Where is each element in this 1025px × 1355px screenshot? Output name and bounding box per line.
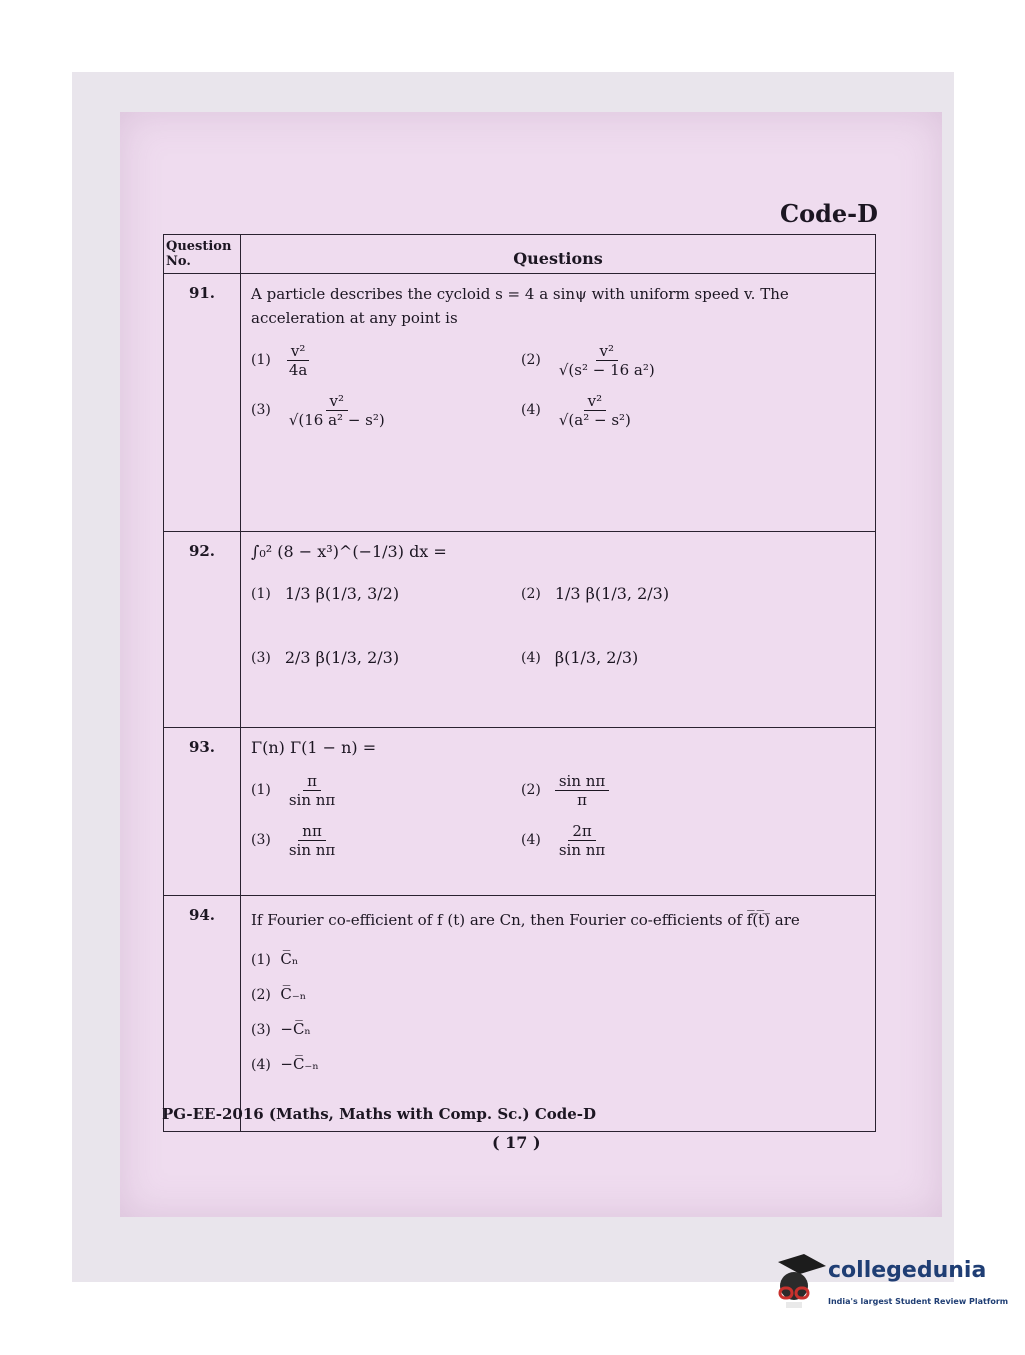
option-number: (4) [521,650,541,666]
numerator: v² [326,392,349,411]
option-number: (4) [251,1057,271,1073]
option-fraction [555,392,635,429]
options [251,942,865,1082]
col-questions: Questions [241,235,876,274]
question-row-93 [164,728,876,896]
option-3 [251,636,521,680]
watermark-brand: collegedunia [828,1258,987,1283]
question-number: 91. [164,274,241,532]
question-text: If Fourier co-efficient of f (t) are Cn, then Fourier co-efficients of f̅(̅t̅)̅ are [251,911,800,929]
option-expression: 2/3 β(1/3, 2/3) [284,648,400,667]
denominator: √(16 a² − s²) [288,410,385,429]
option-fraction [555,772,609,809]
option-4 [521,388,851,432]
option-expression: β(1/3, 2/3) [554,648,639,667]
option-4 [521,636,851,680]
page-footer: PG-EE-2016 (Maths, Maths with Comp. Sc.) Code-D [162,1105,597,1123]
option-4 [521,818,851,862]
question-text: ∫₀² (8 − x³)^(−1/3) dx = [251,542,447,561]
option-fraction [285,772,339,809]
option-2 [521,338,851,382]
option-number: (1) [251,352,271,368]
question-body [241,728,876,896]
option-fraction [285,392,389,429]
option-expression: C̅₋ₙ [280,985,307,1003]
options [251,768,865,862]
option-expression: 1/3 β(1/3, 3/2) [284,584,400,603]
numerator: sin nπ [555,772,609,791]
option-fraction [555,342,659,379]
table-header-row [164,235,876,274]
option-number: (3) [251,650,271,666]
numerator: nπ [298,822,326,841]
mascot-icon [778,1254,826,1308]
option-number: (2) [521,586,541,602]
numerator: v² [287,342,310,361]
option-fraction [555,822,609,859]
option-expression: C̅ₙ [280,950,299,968]
option-2 [521,572,851,616]
paper-code: Code-D [780,199,878,228]
option-number: (2) [521,782,541,798]
question-row-92 [164,532,876,728]
option-number: (3) [251,402,271,418]
question-text: Γ(n) Γ(1 − n) = [251,738,377,757]
option-number: (2) [521,352,541,368]
option-number: (1) [251,952,271,968]
denominator: sin nπ [288,790,336,809]
option-expression: −C̅₋ₙ [280,1055,319,1073]
questions-table [163,234,876,1132]
numerator: v² [596,342,619,361]
option-fraction [285,822,339,859]
option-3 [251,388,521,432]
option-2 [251,977,865,1012]
option-number: (2) [251,987,271,1003]
option-number: (3) [251,1022,271,1038]
option-1 [251,942,865,977]
question-text: A particle describes the cycloid s = 4 a sinψ with uniform speed v. The acceleration at any point is [251,285,789,327]
option-1 [251,572,521,616]
option-expression: 1/3 β(1/3, 2/3) [554,584,670,603]
denominator: π [577,790,587,809]
col-question-no: Question No. [164,235,241,274]
option-fraction [285,342,312,379]
option-number: (4) [521,832,541,848]
option-number: (1) [251,586,271,602]
option-expression: −C̅ₙ [280,1020,311,1038]
denominator: 4a [288,360,308,379]
question-number: 92. [164,532,241,728]
question-body [241,274,876,532]
denominator: sin nπ [558,840,606,859]
denominator: sin nπ [288,840,336,859]
option-4 [251,1047,865,1082]
question-row-94 [164,896,876,1132]
numerator: v² [584,392,607,411]
numerator: 2π [568,822,595,841]
option-3 [251,1012,865,1047]
option-1 [251,768,521,812]
page-number: ( 17 ) [492,1133,541,1152]
options [251,572,865,680]
option-number: (4) [521,402,541,418]
watermark-tagline: India's largest Student Review Platform [828,1297,1009,1306]
question-body [241,532,876,728]
question-row-91 [164,274,876,532]
option-3 [251,818,521,862]
question-number: 93. [164,728,241,896]
denominator: √(s² − 16 a²) [558,360,655,379]
numerator: π [303,772,321,791]
question-number: 94. [164,896,241,1132]
option-number: (1) [251,782,271,798]
options [251,338,865,432]
denominator: √(a² − s²) [558,410,631,429]
option-2 [521,768,851,812]
question-body [241,896,876,1132]
option-number: (3) [251,832,271,848]
option-1 [251,338,521,382]
